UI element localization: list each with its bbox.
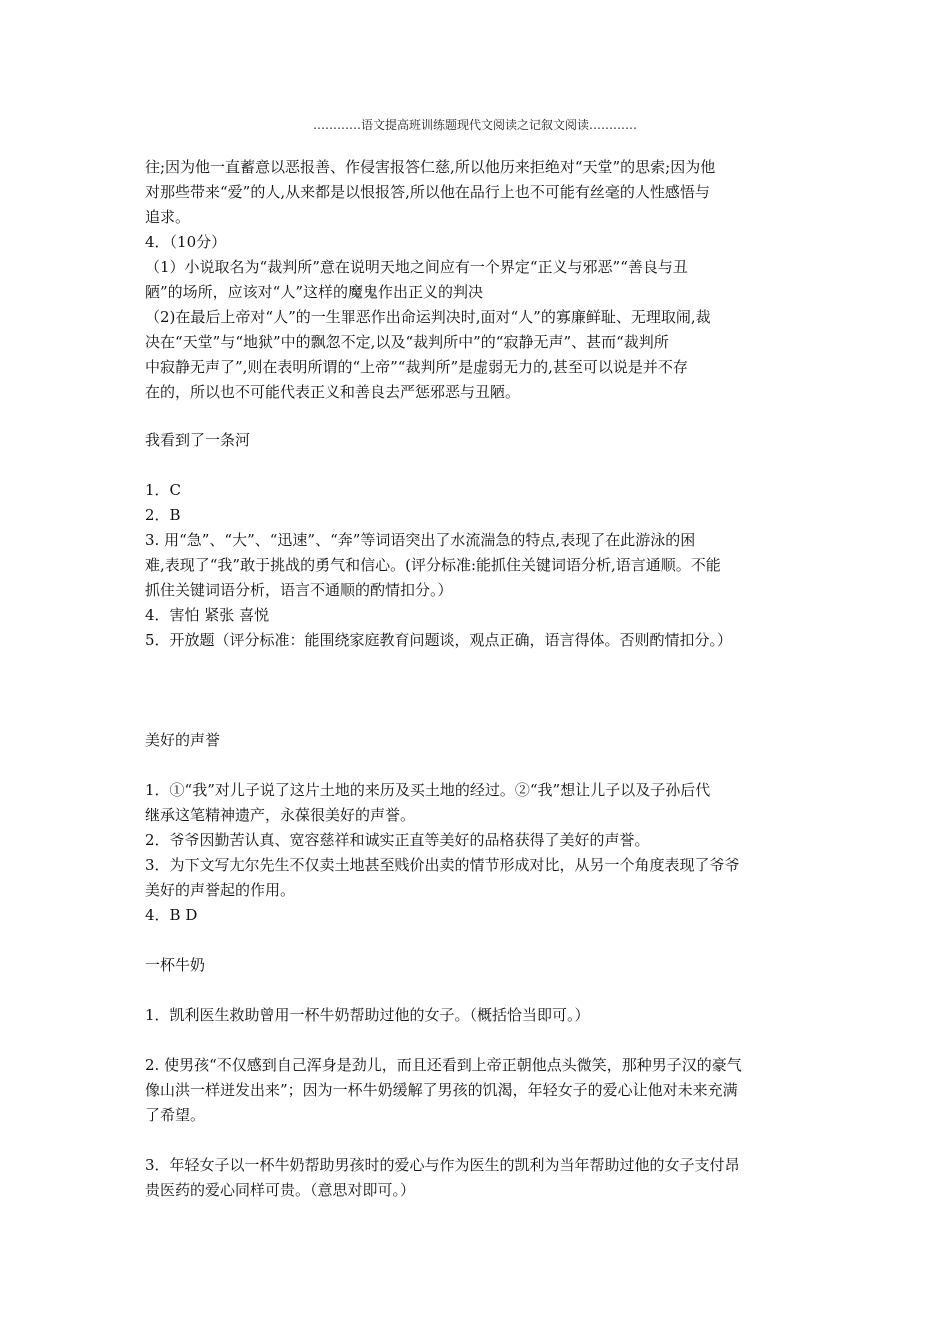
text-line: 往;因为他一直蓄意以恶报善、作侵害报答仁慈,所以他历来拒绝对“天堂”的思索;因为他 xyxy=(145,158,716,176)
answer-line: 5．开放题（评分标准：能围绕家庭教育问题谈，观点正确，语言得体。否则酌情扣分。） xyxy=(145,631,733,649)
text-line: 在的，所以也不可能代表正义和善良去严惩邪恶与丑陋。 xyxy=(145,383,521,401)
answer-line: 美好的声誉起的作用。 xyxy=(145,881,296,899)
answer-line: 1．凯利医生救助曾用一杯牛奶帮助过他的女子。（概括恰当即可。） xyxy=(145,1006,590,1024)
answer-line: 了希望。 xyxy=(145,1106,206,1124)
answer-line: 3．为下文写尢尔先生不仅卖土地甚至贱价出卖的情节形成对比，从另一个角度表现了爷爷 xyxy=(145,856,740,874)
section-title: 美好的声誉 xyxy=(145,731,221,749)
answer-line: 2．爷爷因勤苦认真、宽容慈祥和诚实正直等美好的品格获得了美好的声誉。 xyxy=(145,831,650,849)
text-line: 中寂静无声了”,则在表明所谓的“上帝”“裁判所”是虚弱无力的,甚至可以说是并不存 xyxy=(145,358,688,376)
text-line: （1）小说取名为“裁判所”意在说明天地之间应有一个界定“正义与邪恶”“善良与丑 xyxy=(145,258,688,276)
section-title: 我看到了一条河 xyxy=(145,431,251,449)
text-line: 决在“天堂”与“地狱”中的飘忽不定,以及“裁判所中”的“寂静无声”、甚而“裁判所 xyxy=(145,333,669,351)
question-number: 4．（10分） xyxy=(145,233,227,251)
answer-line: 4．B D xyxy=(145,906,198,924)
answer-line: 4．害怕 紧张 喜悦 xyxy=(145,606,270,624)
answer-line: 难,表现了“我”敢于挑战的勇气和信心。(评分标准:能抓住关键词语分析,语言通顺。不能 xyxy=(145,556,721,574)
text-line: 对那些带来“爱”的人,从来都是以恨报答,所以他在品行上也不可能有丝毫的人性感悟与 xyxy=(145,183,710,201)
section-title: 一杯牛奶 xyxy=(145,956,206,974)
answer-line: 3．年轻女子以一杯牛奶帮助男孩时的爱心与作为医生的凯利为当年帮助过他的女子支付昂 xyxy=(145,1156,740,1174)
text-line: 追求。 xyxy=(145,208,191,226)
answer-line: 2．B xyxy=(145,506,181,524)
text-line: （2)在最后上帝对“人”的一生罪恶作出命运判决时,面对“人”的寡廉鲜耻、无理取闹,裁 xyxy=(145,308,711,326)
answer-line: 3. 用“急”、“大”、“迅速”、“奔”等词语突出了水流湍急的特点,表现了在此游泳的困 xyxy=(145,531,696,549)
answer-line: 2. 使男孩“不仅感到自己浑身是劲儿，而且还看到上帝正朝他点头微笑，那种男子汉的豪气 xyxy=(145,1056,742,1074)
answer-line: 像山洪一样迸发出来”；因为一杯牛奶缓解了男孩的饥渴，年轻女子的爱心让他对未来充满 xyxy=(145,1081,738,1099)
text-line: 陋”的场所，应该对“人”这样的魔鬼作出正义的判决 xyxy=(145,283,484,301)
answer-line: 1．①“我”对儿子说了这片土地的来历及买土地的经过。②“我”想让儿子以及子孙后代 xyxy=(145,781,711,799)
page-header: …………语文提高班训练题现代文阅读之记叙文阅读………… xyxy=(312,118,637,132)
answer-line: 贵医药的爱心同样可贵。（意思对即可。） xyxy=(145,1181,416,1199)
answer-line: 1．C xyxy=(145,481,182,499)
answer-line: 抓住关键词语分析，语言不通顺的酌情扣分。） xyxy=(145,581,453,599)
answer-line: 继承这笔精神遗产，永葆很美好的声誉。 xyxy=(145,806,416,824)
